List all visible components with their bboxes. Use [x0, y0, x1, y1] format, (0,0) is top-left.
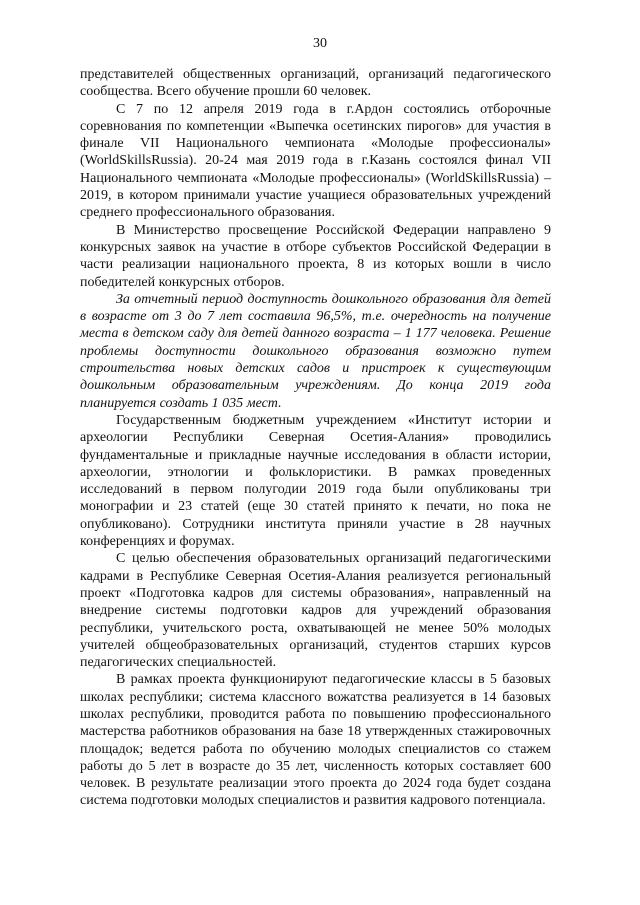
paragraph: Государственным бюджетным учреждением «Институт истории и археологии Республики Северная Осетия-Алания» проводились фундаментальные и прикладные научные исследования в области истории, археологии, этнологии и фольклористики. В рамках проведенных исследований в первом полугодии 2019 года были опубликованы три монографии и 23 статей (еще 30 статей принято к печати, но пока не опубликовано). Сотрудники института приняли участие в 28 научных конференциях и форумах.: [80, 412, 551, 550]
paragraph: представителей общественных организаций, организаций педагогического сообщества. Всего обучение прошли 60 человек.: [80, 67, 551, 100]
document-body: [80, 66, 551, 810]
page-number: 30: [313, 36, 327, 51]
paragraph: С целью обеспечения образовательных организаций педагогическими кадрами в Республике Северная Осетия-Алания реализуется региональный проект «Подготовка кадров для системы образования», направленный на внедрение системы подготовки кадров для учреждений образования республики, учительского роста, охватывающей не менее 50% молодых учителей общеобразовательных организаций, студентов старших курсов педагогических специальностей.: [80, 551, 551, 671]
paragraph: С 7 по 12 апреля 2019 года в г.Ардон состоялись отборочные соревнования по компетенции «Выпечка осетинских пирогов» для участия в финале VII Национального чемпионата «Молодые профессионалы» (WorldSkillsRussia). 20-24 мая 2019 года в г.Казань состоялся финал VII Национального чемпионата «Молодые профессионалы» (WorldSkillsRussia) – 2019, в котором принимали участие учащиеся образовательных учреждений среднего профессионального образования.: [80, 101, 551, 221]
paragraph: В Министерство просвещение Российской Федерации направлено 9 конкурсных заявок на участие в отборе субъектов Российской Федерации в части реализации национального проекта, 8 из которых вошли в число победителей конкурсных отборов.: [80, 222, 551, 290]
paragraph: В рамках проекта функционируют педагогические классы в 5 базовых школах республики; система классного вожатства реализуется в 14 базовых школах республики, проводится работа по повышению профессионального мастерства работников образования на базе 18 утвержденных стажировочных площадок; ведется работа по обучению молодых специалистов со стажем работы до 5 лет в возрасте до 35 лет, численность которых составляет 600 человек. В результате реализации этого проекта до 2024 года будет создана система подготовки молодых специалистов и развития кадрового потенциала.: [80, 672, 551, 809]
paragraph-italic: За отчетный период доступность дошкольного образования для детей в возрасте от 3 до 7 лет составила 96,5%, т.е. очередность на получение места в детском саду для детей данного возраста – 1 177 человека. Решение проблемы доступности дошкольного образования возможно путем строительства новых детских садов и пристроек к существующим дошкольным образовательным учреждениям. До конца 2019 года планируется создать 1 035 мест.: [80, 291, 551, 411]
